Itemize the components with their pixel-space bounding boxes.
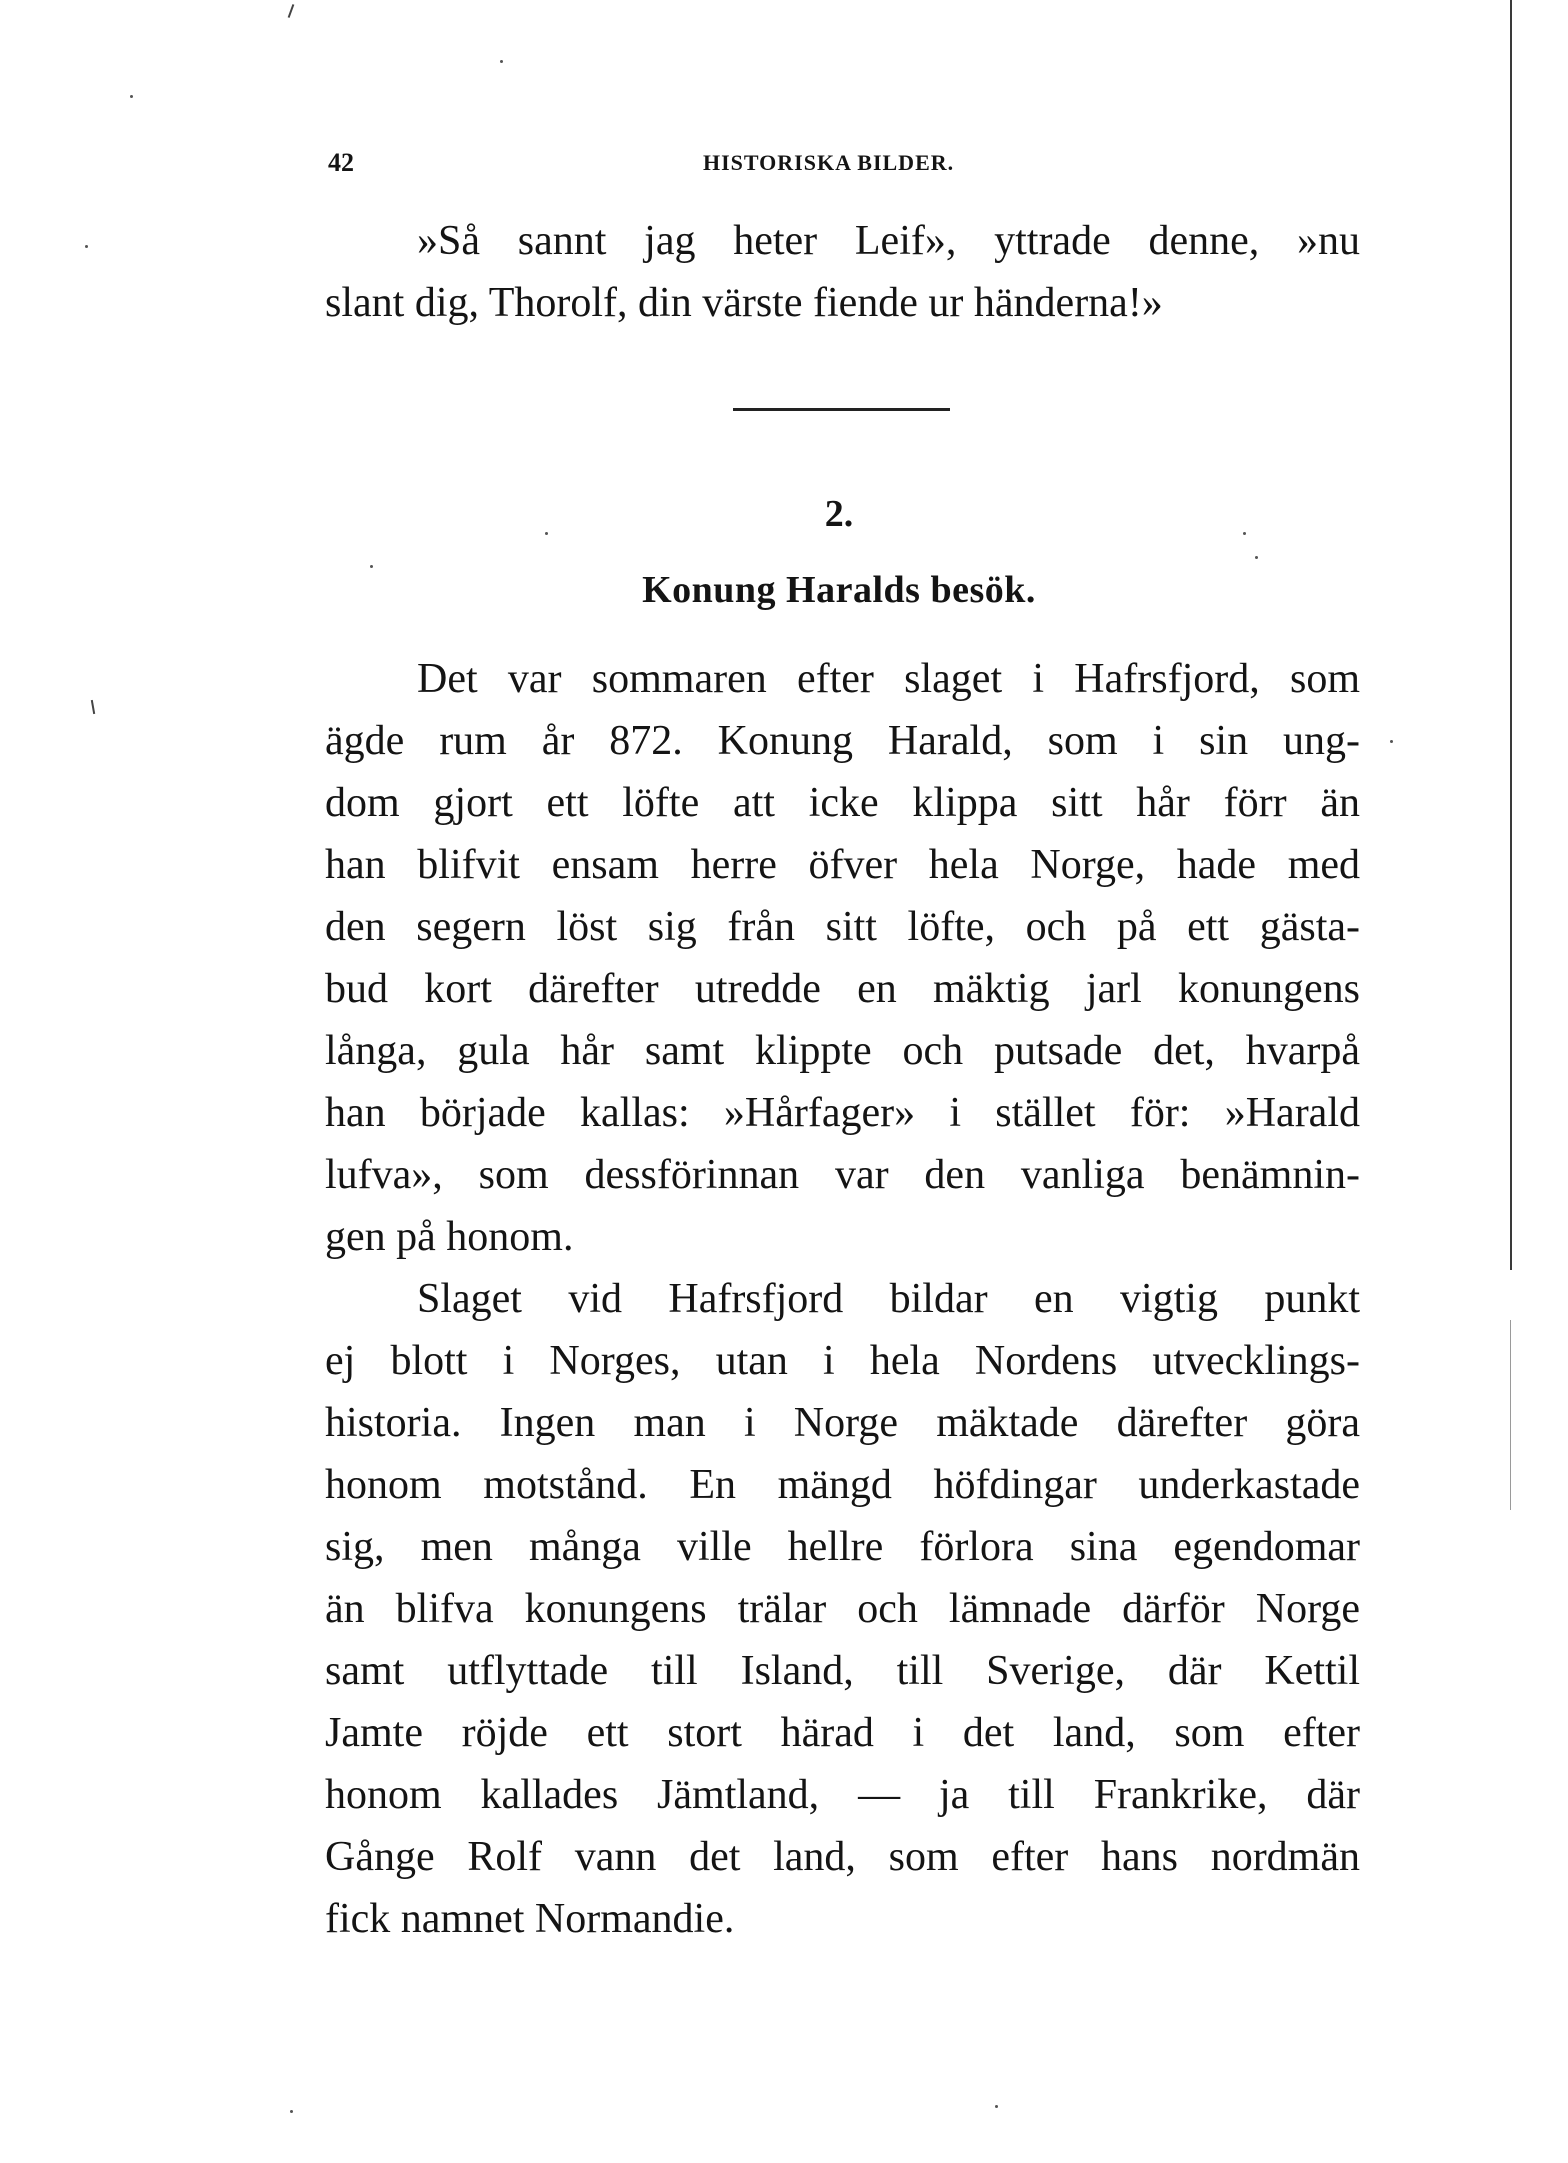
text-line: han blifvit ensam herre öfver hela Norge, hade med	[325, 842, 1360, 888]
text-line: han började kallas: »Hårfager» i stället för: »Harald	[325, 1090, 1360, 1136]
running-head-title: HISTORISKA BILDER.	[703, 150, 955, 175]
print-speck	[288, 4, 295, 18]
page-edge-rule	[1510, 0, 1512, 1270]
text-line: ej blott i Norges, utan i hela Nordens utvecklings-	[325, 1338, 1360, 1384]
text-line: långa, gula hår samt klippte och putsade det, hvarpå	[325, 1028, 1360, 1074]
text-line: dom gjort ett löfte att icke klippa sitt hår förr än	[325, 780, 1360, 826]
text-line: samt utflyttade till Island, till Sverige, där Kettil	[325, 1648, 1360, 1694]
running-head	[328, 148, 1378, 188]
text-line: »Så sannt jag heter Leif», yttrade denne, »nu	[417, 218, 1360, 264]
text-line: Det var sommaren efter slaget i Hafrsfjord, som	[417, 656, 1360, 702]
text-line: honom motstånd. En mängd höfdingar underkastade	[325, 1462, 1360, 1508]
print-speck	[290, 2110, 293, 2113]
text-line: historia. Ingen man i Norge mäktade därefter göra	[325, 1400, 1360, 1446]
text-line: honom kallades Jämtland, — ja till Frankrike, där	[325, 1772, 1360, 1818]
text-line: fick namnet Normandie.	[325, 1896, 735, 1942]
print-speck	[91, 700, 95, 714]
text-line: sig, men många ville hellre förlora sina egendomar	[325, 1524, 1360, 1570]
paragraph-1	[325, 648, 1360, 1268]
page-edge-rule-lower	[1510, 1320, 1511, 1510]
opening-paragraph	[325, 210, 1360, 334]
section-title: Konung Haralds besök.	[642, 569, 1036, 611]
print-speck	[1390, 740, 1393, 743]
print-speck	[500, 60, 503, 63]
text-line: Gånge Rolf vann det land, som efter hans nordmän	[325, 1834, 1360, 1880]
print-speck	[130, 95, 133, 98]
text-line: Slaget vid Hafrsfjord bildar en vigtig punkt	[417, 1276, 1360, 1322]
text-line: den segern löst sig från sitt löfte, och på ett gästa-	[325, 904, 1360, 950]
section-number: 2.	[824, 493, 854, 535]
text-line: slant dig, Thorolf, din värste fiende ur händerna!»	[325, 280, 1163, 326]
print-speck	[1255, 556, 1258, 559]
text-line: gen på honom.	[325, 1214, 574, 1260]
text-line: lufva», som dessförinnan var den vanliga benämnin-	[325, 1152, 1360, 1198]
print-speck	[995, 2105, 998, 2108]
text-line: än blifva konungens trälar och lämnade därför Norge	[325, 1586, 1360, 1632]
section-separator-rule	[733, 408, 950, 411]
page-number: 42	[328, 148, 354, 177]
print-speck	[85, 245, 88, 248]
text-line: bud kort därefter utredde en mäktig jarl konungens	[325, 966, 1360, 1012]
paragraph-2	[325, 1268, 1360, 1950]
text-line: Jamte röjde ett stort härad i det land, som efter	[325, 1710, 1360, 1756]
text-line: ägde rum år 872. Konung Harald, som i sin ung-	[325, 718, 1360, 764]
